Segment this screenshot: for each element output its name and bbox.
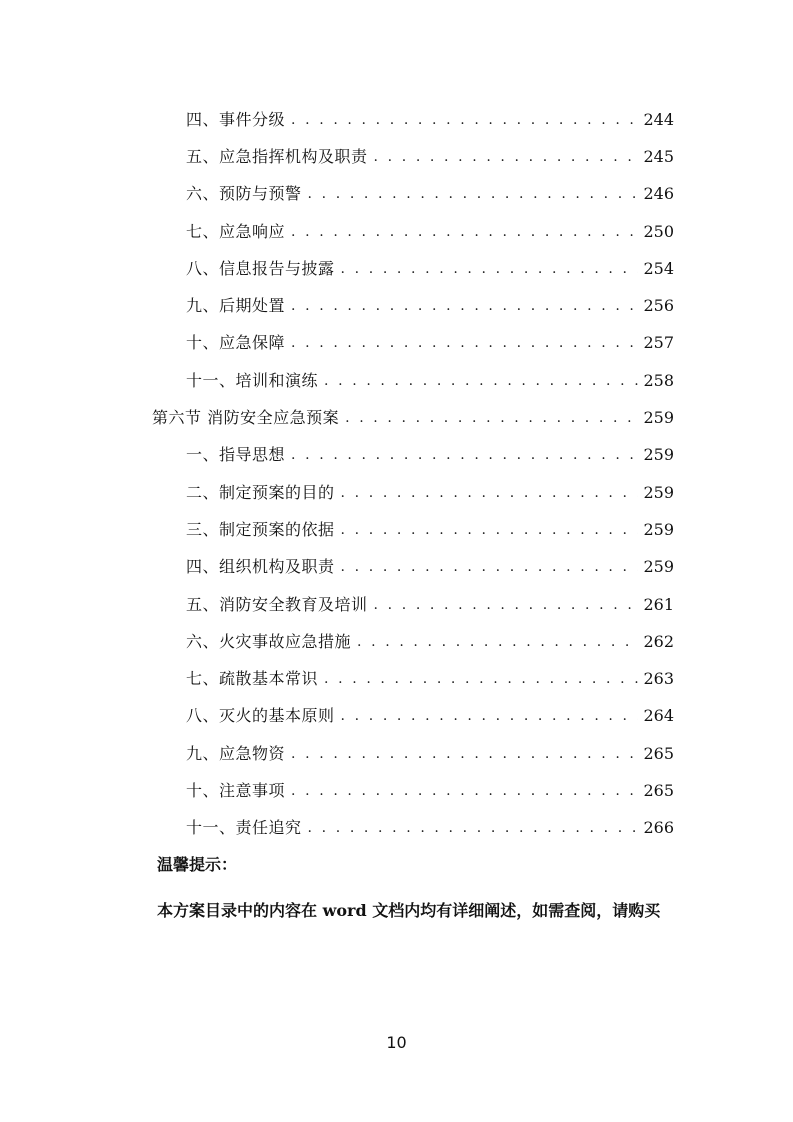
toc-entry-title: 六、火灾事故应急措施 bbox=[186, 631, 352, 651]
toc-entry-title: 十、注意事项 bbox=[186, 780, 286, 800]
toc-dot-leader bbox=[341, 709, 638, 723]
toc-entry[interactable] bbox=[0, 810, 793, 847]
toc-entry-title: 十、应急保障 bbox=[186, 333, 286, 353]
toc-entry[interactable] bbox=[0, 474, 793, 511]
toc-entry-page: 244 bbox=[643, 109, 674, 129]
toc-dot-leader bbox=[324, 672, 638, 686]
toc-entry-page: 259 bbox=[643, 557, 674, 577]
toc-entry-page: 245 bbox=[643, 146, 674, 166]
toc-dot-leader bbox=[374, 150, 638, 164]
toc-dot-leader bbox=[291, 747, 638, 761]
toc-entry[interactable] bbox=[0, 437, 793, 474]
toc-entry-page: 261 bbox=[643, 594, 674, 614]
toc-entry-page: 266 bbox=[643, 818, 674, 838]
toc-entry-title: 六、预防与预警 bbox=[186, 184, 302, 204]
toc-entry[interactable] bbox=[0, 362, 793, 399]
toc-entry-title: 四、事件分级 bbox=[186, 109, 286, 129]
toc-entry-page: 257 bbox=[643, 333, 674, 353]
toc-dot-leader bbox=[324, 374, 638, 388]
toc-entry-page: 263 bbox=[643, 669, 674, 689]
toc-entry-page: 259 bbox=[643, 482, 674, 502]
toc-dot-leader bbox=[374, 598, 638, 612]
toc-entry[interactable] bbox=[0, 698, 793, 735]
toc-entry[interactable] bbox=[0, 511, 793, 548]
toc-entry[interactable] bbox=[0, 250, 793, 287]
toc-entry[interactable] bbox=[0, 549, 793, 586]
toc-dot-leader bbox=[291, 113, 638, 127]
toc-dot-leader bbox=[291, 225, 638, 239]
toc-entry[interactable] bbox=[0, 213, 793, 250]
toc-entry[interactable] bbox=[0, 772, 793, 809]
toc-entry[interactable] bbox=[0, 586, 793, 623]
toc-dot-leader bbox=[345, 411, 638, 425]
toc-dot-leader bbox=[341, 486, 638, 500]
toc-entry-title: 第六节 消防安全应急预案 bbox=[152, 408, 340, 428]
toc-entry-page: 262 bbox=[643, 631, 674, 651]
toc-entry-title: 三、制定预案的依据 bbox=[186, 519, 335, 539]
toc-entry-title: 五、应急指挥机构及职责 bbox=[186, 146, 368, 166]
toc-dot-leader bbox=[291, 448, 638, 462]
toc-entry-page: 256 bbox=[643, 296, 674, 316]
toc-dot-leader bbox=[341, 523, 638, 537]
toc-entry-title: 五、消防安全教育及培训 bbox=[186, 594, 368, 614]
toc-entry-page: 265 bbox=[643, 743, 674, 763]
toc-dot-leader bbox=[291, 784, 638, 798]
page-number: 10 bbox=[386, 1033, 407, 1052]
toc-dot-leader bbox=[341, 262, 638, 276]
toc-entry-page: 246 bbox=[643, 184, 674, 204]
toc-entry[interactable] bbox=[0, 138, 793, 175]
toc-entry-title: 八、信息报告与披露 bbox=[186, 258, 335, 278]
toc-dot-leader bbox=[357, 635, 638, 649]
toc-entry-page: 259 bbox=[643, 408, 674, 428]
toc-entry-title: 七、应急响应 bbox=[186, 221, 286, 241]
toc-entry-title: 九、后期处置 bbox=[186, 296, 286, 316]
toc-entry[interactable] bbox=[0, 399, 793, 436]
toc-entry[interactable] bbox=[0, 660, 793, 697]
toc-dot-leader bbox=[291, 299, 638, 313]
toc-entry-page: 250 bbox=[643, 221, 674, 241]
toc-entry-title: 一、指导思想 bbox=[186, 445, 286, 465]
toc-entry-page: 254 bbox=[643, 258, 674, 278]
toc-entry-page: 258 bbox=[643, 370, 674, 390]
toc-entry[interactable] bbox=[0, 623, 793, 660]
toc-entry-title: 十一、培训和演练 bbox=[186, 370, 319, 390]
tip-body: 本方案目录中的内容在 word 文档内均有详细阐述，如需查阅，请购买 bbox=[157, 901, 661, 920]
toc-dot-leader bbox=[308, 821, 638, 835]
toc-entry-page: 264 bbox=[643, 706, 674, 726]
toc-entry[interactable] bbox=[0, 176, 793, 213]
toc-entry-title: 九、应急物资 bbox=[186, 743, 286, 763]
toc-entry[interactable] bbox=[0, 325, 793, 362]
table-of-contents bbox=[0, 101, 793, 847]
toc-entry-page: 265 bbox=[643, 780, 674, 800]
toc-dot-leader bbox=[341, 560, 638, 574]
toc-dot-leader bbox=[308, 187, 638, 201]
toc-entry[interactable] bbox=[0, 101, 793, 138]
toc-entry-page: 259 bbox=[643, 445, 674, 465]
toc-entry-title: 二、制定预案的目的 bbox=[186, 482, 335, 502]
toc-entry-title: 八、灭火的基本原则 bbox=[186, 706, 335, 726]
tip-title: 温馨提示： bbox=[157, 855, 238, 874]
toc-entry-page: 259 bbox=[643, 519, 674, 539]
toc-entry-title: 四、组织机构及职责 bbox=[186, 557, 335, 577]
toc-entry-title: 七、疏散基本常识 bbox=[186, 669, 319, 689]
toc-entry-title: 十一、责任追究 bbox=[186, 818, 302, 838]
toc-dot-leader bbox=[291, 336, 638, 350]
toc-entry[interactable] bbox=[0, 287, 793, 324]
toc-entry[interactable] bbox=[0, 735, 793, 772]
